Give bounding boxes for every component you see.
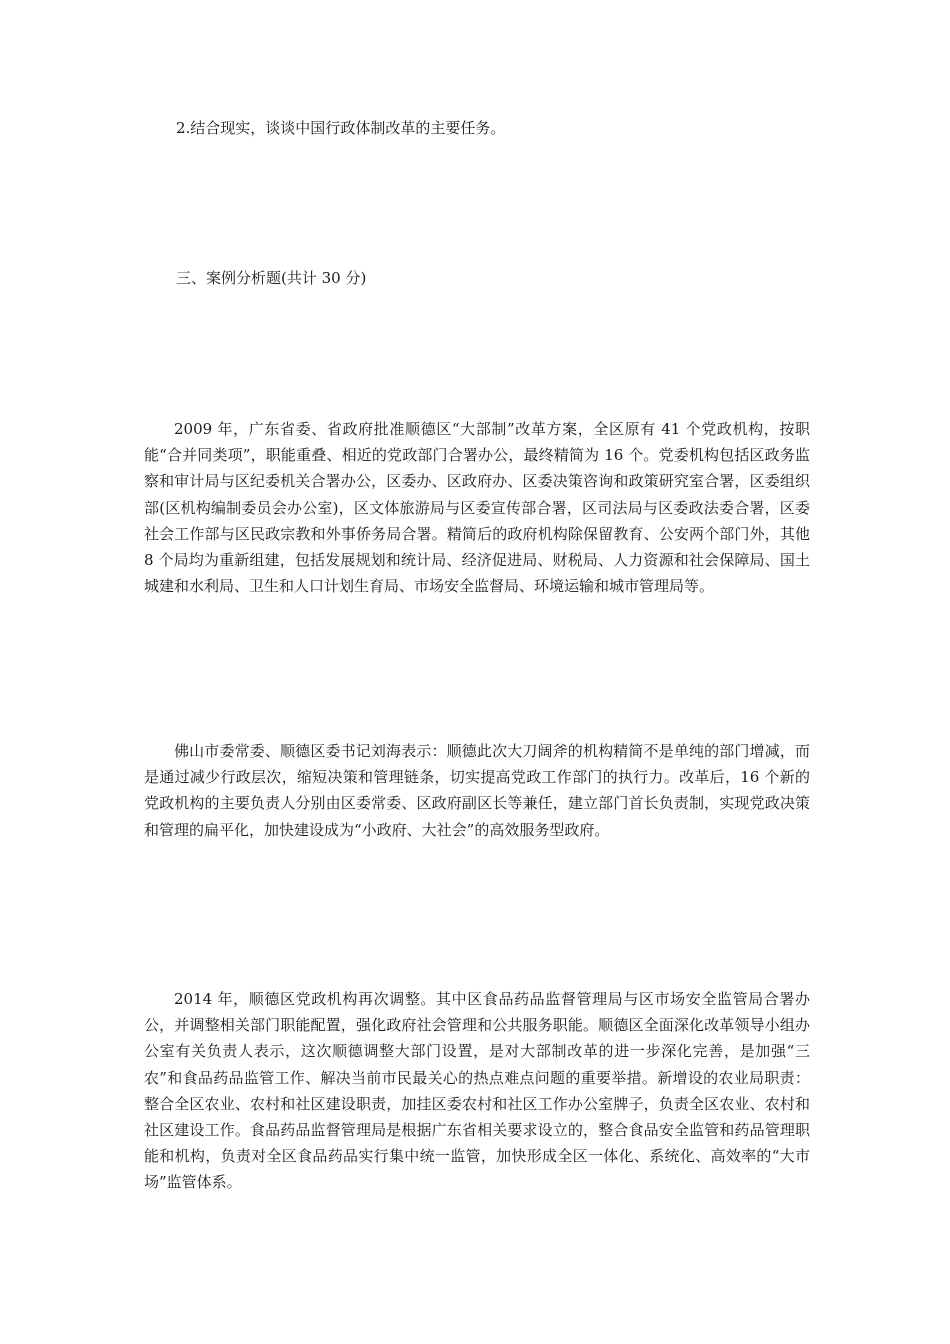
case-paragraph-statement: 佛山市委常委、顺德区委书记刘海表示：顺德此次大刀阔斧的机构精简不是单纯的部门增减，而是通过减少行政层次，缩短决策和管理链条，切实提高党政工作部门的执行力。改革后，16 个新的党政机构的主要负责人分别由区委常委、区政府副区长等兼任，建立部门首长负责制，实现党政决策和管理的扁平化，加快建设成为“小政府、大社会”的高效服务型政府。 bbox=[144, 742, 810, 839]
case-paragraph-2009: 2009 年，广东省委、省政府批准顺德区“大部制”改革方案，全区原有 41 个党政机构，按职能“合并同类项”，职能重叠、相近的党政部门合署办公，最终精简为 16 个。党委机构包括区政务监察和审计局与区纪委机关合署办公，区委办、区政府办、区委决策咨询和政策研究室合署，区委组织部(区机构编制委员会办公室)，区文体旅游局与区委宣传部合署，区司法局与区委政法委合署，区委社会工作部与区民政宗教和外事侨务局合署。精简后的政府机构除保留教育、公安两个部门外，其他 8 个局均为重新组建，包括发展规划和统计局、经济促进局、财税局、人力资源和社会保障局、国土城建和水利局、卫生和人口计划生育局、市场安全监督局、环境运输和城市管理局等。 bbox=[144, 420, 810, 596]
question-2: 2.结合现实，谈谈中国行政体制改革的主要任务。 bbox=[176, 119, 506, 137]
section-3-heading: 三、案例分析题(共计 30 分) bbox=[176, 269, 367, 287]
case-paragraph-2014: 2014 年，顺德区党政机构再次调整。其中区食品药品监督管理局与区市场安全监管局合署办公，并调整相关部门职能配置，强化政府社会管理和公共服务职能。顺德区全面深化改革领导小组办公室有关负责人表示，这次顺德调整大部门设置，是对大部制改革的进一步深化完善，是加强“三农”和食品药品监管工作、解决当前市民最关心的热点难点问题的重要举措。新增设的农业局职责：整合全区农业、农村和社区建设职责，加挂区委农村和社区工作办公室牌子，负责全区农业、农村和社区建设工作。食品药品监督管理局是根据广东省相关要求设立的，整合食品安全监管和药品管理职能和机构，负责对全区食品药品实行集中统一监管，加快形成全区一体化、系统化、高效率的“大市场”监管体系。 bbox=[144, 990, 810, 1192]
